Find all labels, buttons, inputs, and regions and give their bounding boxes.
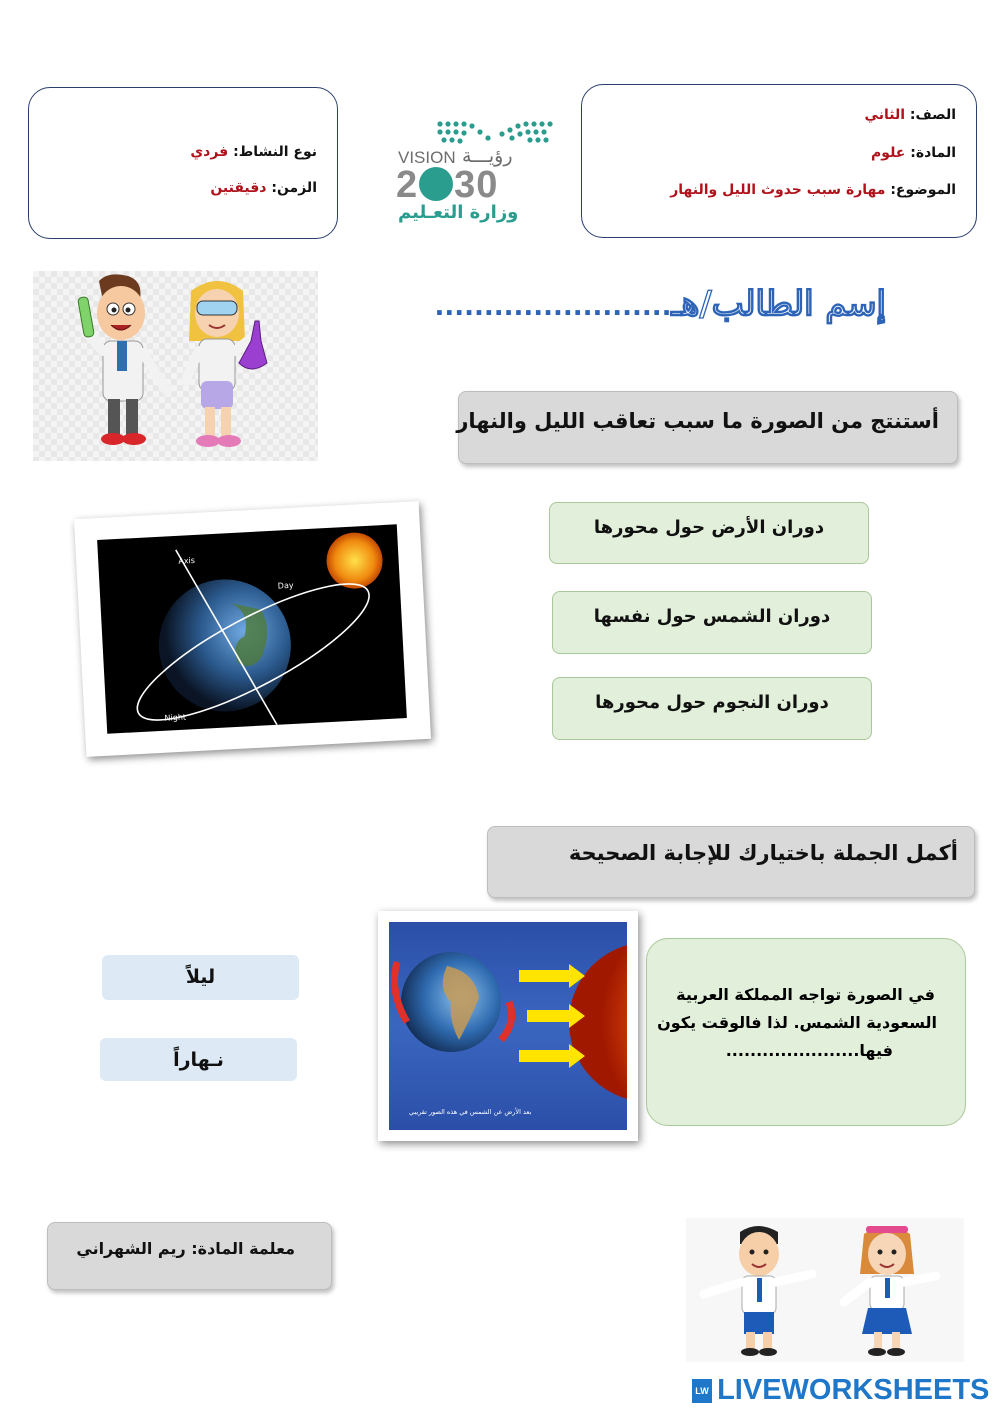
schoolkids-illustration (686, 1218, 964, 1362)
year-digit-left: 2 (396, 164, 419, 206)
question2-title: أكمل الجملة باختيارك للإجابة الصحيحة (568, 841, 958, 865)
time-label: الزمن: (271, 180, 317, 196)
scientist-kids-illustration (33, 271, 318, 461)
grade-label: الصف: (909, 107, 956, 123)
earth-rotation-photo (74, 501, 431, 757)
q2-statement-box (646, 938, 966, 1126)
schoolboy-icon (704, 1226, 812, 1356)
sun-icon (325, 531, 384, 590)
grade-line (865, 107, 956, 123)
q2-option-night[interactable] (102, 955, 299, 1000)
night-label: Night (164, 712, 187, 723)
q2-statement-line3[interactable]: فيها...................... (725, 1041, 893, 1060)
grade-value: الثاني (864, 107, 905, 123)
time-value: دقيقتين (210, 180, 267, 196)
topic-label: الموضوع: (890, 182, 956, 198)
ministry-text: وزارة التعـليم (398, 202, 519, 223)
emblem-icon (419, 167, 453, 201)
girl-scientist-icon (185, 281, 267, 447)
subject-line (871, 145, 956, 161)
year-2030 (396, 164, 498, 204)
topic-value: مهارة سبب حدوث الليل والنهار (670, 182, 886, 198)
student-name-input[interactable]: ........................ (434, 292, 672, 322)
schoolgirl-icon (844, 1226, 936, 1356)
axis-label: Axis (178, 555, 196, 566)
earth-sun-image (389, 922, 627, 1130)
q2-option-day[interactable] (100, 1038, 297, 1081)
liveworksheets-logo (692, 1374, 992, 1408)
q2-statement-line1: في الصورة تواجه المملكة العربية (676, 985, 935, 1004)
earth-sun-photo (378, 911, 638, 1141)
q1-option-stars-rotation[interactable] (552, 677, 872, 740)
subject-value: علوم (871, 145, 906, 161)
q1-option-label: دوران النجوم حول محورها (595, 692, 829, 713)
liveworksheets-badge-icon: LW (692, 1379, 712, 1403)
boy-scientist-icon (78, 274, 167, 445)
liveworksheets-wordmark: LIVEWORKSHEETS (717, 1374, 990, 1406)
q2-option-label: ليلاً (185, 966, 216, 988)
day-label: Day (277, 580, 294, 591)
vision-text: VISION (398, 148, 456, 167)
teacher-name-bar (47, 1222, 332, 1290)
activity-label: نوع النشاط: (233, 144, 317, 160)
q2-option-label: نـهاراً (173, 1049, 224, 1071)
time-line (210, 180, 317, 196)
student-name-line (366, 284, 886, 334)
teacher-name: معلمة المادة: ريم الشهراني (76, 1239, 295, 1258)
q1-option-sun-rotation[interactable] (552, 591, 872, 654)
activity-line (190, 144, 317, 160)
q1-option-label: دوران الشمس حول نفسها (593, 606, 831, 627)
q1-option-earth-rotation[interactable] (549, 502, 869, 564)
question1-title-bar (458, 391, 958, 464)
question2-title-bar (487, 826, 975, 898)
year-digit-right: 30 (454, 164, 499, 206)
image-caption: بعد الأرض عن الشمس في هذه الصور تقريبي (409, 1108, 532, 1116)
sunlight-arrows-icon (519, 964, 585, 1068)
subject-label: المادة: (910, 145, 956, 161)
sun-icon (569, 942, 627, 1102)
vision-2030-logo (392, 112, 562, 230)
student-name-label: إسم الطالب/هـ (671, 284, 886, 324)
topic-line (670, 182, 956, 198)
earth-rotation-image (97, 524, 407, 733)
activity-info-box (28, 87, 338, 239)
q1-option-label: دوران الأرض حول محورها (593, 517, 825, 538)
q2-statement-line2: السعودية الشمس. لذا فالوقت يكون (657, 1013, 937, 1032)
vision-arabic: رؤيـــة (462, 145, 513, 167)
question1-title: أستنتج من الصورة ما سبب تعاقب الليل والنهار (456, 409, 939, 433)
earth-icon (155, 576, 294, 715)
activity-value: فردي (190, 144, 229, 160)
lesson-info-box (581, 84, 977, 238)
